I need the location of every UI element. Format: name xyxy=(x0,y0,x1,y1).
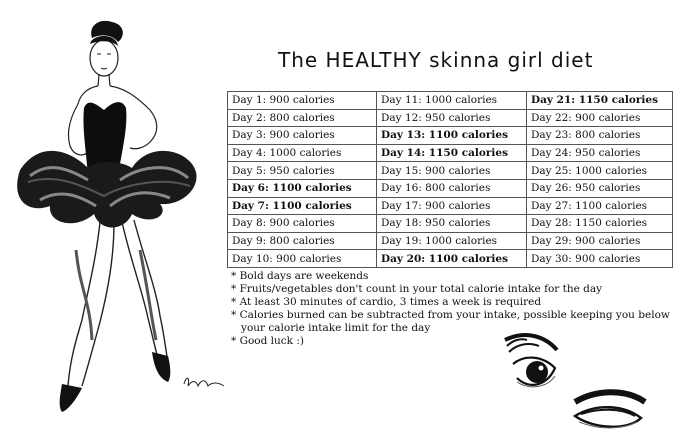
table-cell: Day 8: 900 calories xyxy=(228,215,377,233)
note-calories-burned-continued: your calorie intake limit for the day xyxy=(231,322,431,334)
ballerina-illustration xyxy=(0,0,230,437)
note-cardio: * At least 30 minutes of cardio, 3 times a week is required xyxy=(231,296,542,308)
table-row xyxy=(228,127,673,145)
table-cell: Day 12: 950 calories xyxy=(377,109,527,127)
note-weekends: * Bold days are weekends xyxy=(231,270,369,282)
table-cell: Day 24: 950 calories xyxy=(527,144,673,162)
table-cell: Day 17: 900 calories xyxy=(377,197,527,215)
table-cell: Day 4: 1000 calories xyxy=(228,144,377,162)
table-cell: Day 11: 1000 calories xyxy=(377,92,527,110)
table-cell: Day 18: 950 calories xyxy=(377,215,527,233)
table-row xyxy=(228,215,673,233)
table-cell: Day 26: 950 calories xyxy=(527,179,673,197)
table-cell: Day 30: 900 calories xyxy=(527,250,673,268)
table-row xyxy=(228,162,673,180)
table-cell: Day 14: 1150 calories xyxy=(377,144,527,162)
table-row xyxy=(228,232,673,250)
note-calories-burned: * Calories burned can be subtracted from your intake, possible keeping you below xyxy=(231,309,670,321)
table-cell: Day 10: 900 calories xyxy=(228,250,377,268)
table-row xyxy=(228,109,673,127)
table-cell: Day 28: 1150 calories xyxy=(527,215,673,233)
table-cell: Day 21: 1150 calories xyxy=(527,92,673,110)
table-cell: Day 19: 1000 calories xyxy=(377,232,527,250)
table-row xyxy=(228,250,673,268)
table-cell: Day 6: 1100 calories xyxy=(228,179,377,197)
page-title: The HEALTHY skinna girl diet xyxy=(278,48,594,72)
calorie-table-body xyxy=(228,92,673,268)
note-good-luck: * Good luck :) xyxy=(231,335,305,347)
table-cell: Day 9: 800 calories xyxy=(228,232,377,250)
table-cell: Day 5: 950 calories xyxy=(228,162,377,180)
table-cell: Day 13: 1100 calories xyxy=(377,127,527,145)
note-fruits-vegetables: * Fruits/vegetables don't count in your total calorie intake for the day xyxy=(231,283,603,295)
table-cell: Day 1: 900 calories xyxy=(228,92,377,110)
eyes-illustration xyxy=(495,330,695,435)
table-row xyxy=(228,197,673,215)
table-cell: Day 22: 900 calories xyxy=(527,109,673,127)
table-row xyxy=(228,144,673,162)
table-cell: Day 16: 800 calories xyxy=(377,179,527,197)
table-cell: Day 2: 800 calories xyxy=(228,109,377,127)
table-cell: Day 29: 900 calories xyxy=(527,232,673,250)
table-cell: Day 25: 1000 calories xyxy=(527,162,673,180)
table-row xyxy=(228,179,673,197)
table-cell: Day 27: 1100 calories xyxy=(527,197,673,215)
table-cell: Day 15: 900 calories xyxy=(377,162,527,180)
table-cell: Day 3: 900 calories xyxy=(228,127,377,145)
table-cell: Day 20: 1100 calories xyxy=(377,250,527,268)
table-cell: Day 23: 800 calories xyxy=(527,127,673,145)
table-cell: Day 7: 1100 calories xyxy=(228,197,377,215)
calorie-table xyxy=(227,91,673,268)
table-row xyxy=(228,92,673,110)
